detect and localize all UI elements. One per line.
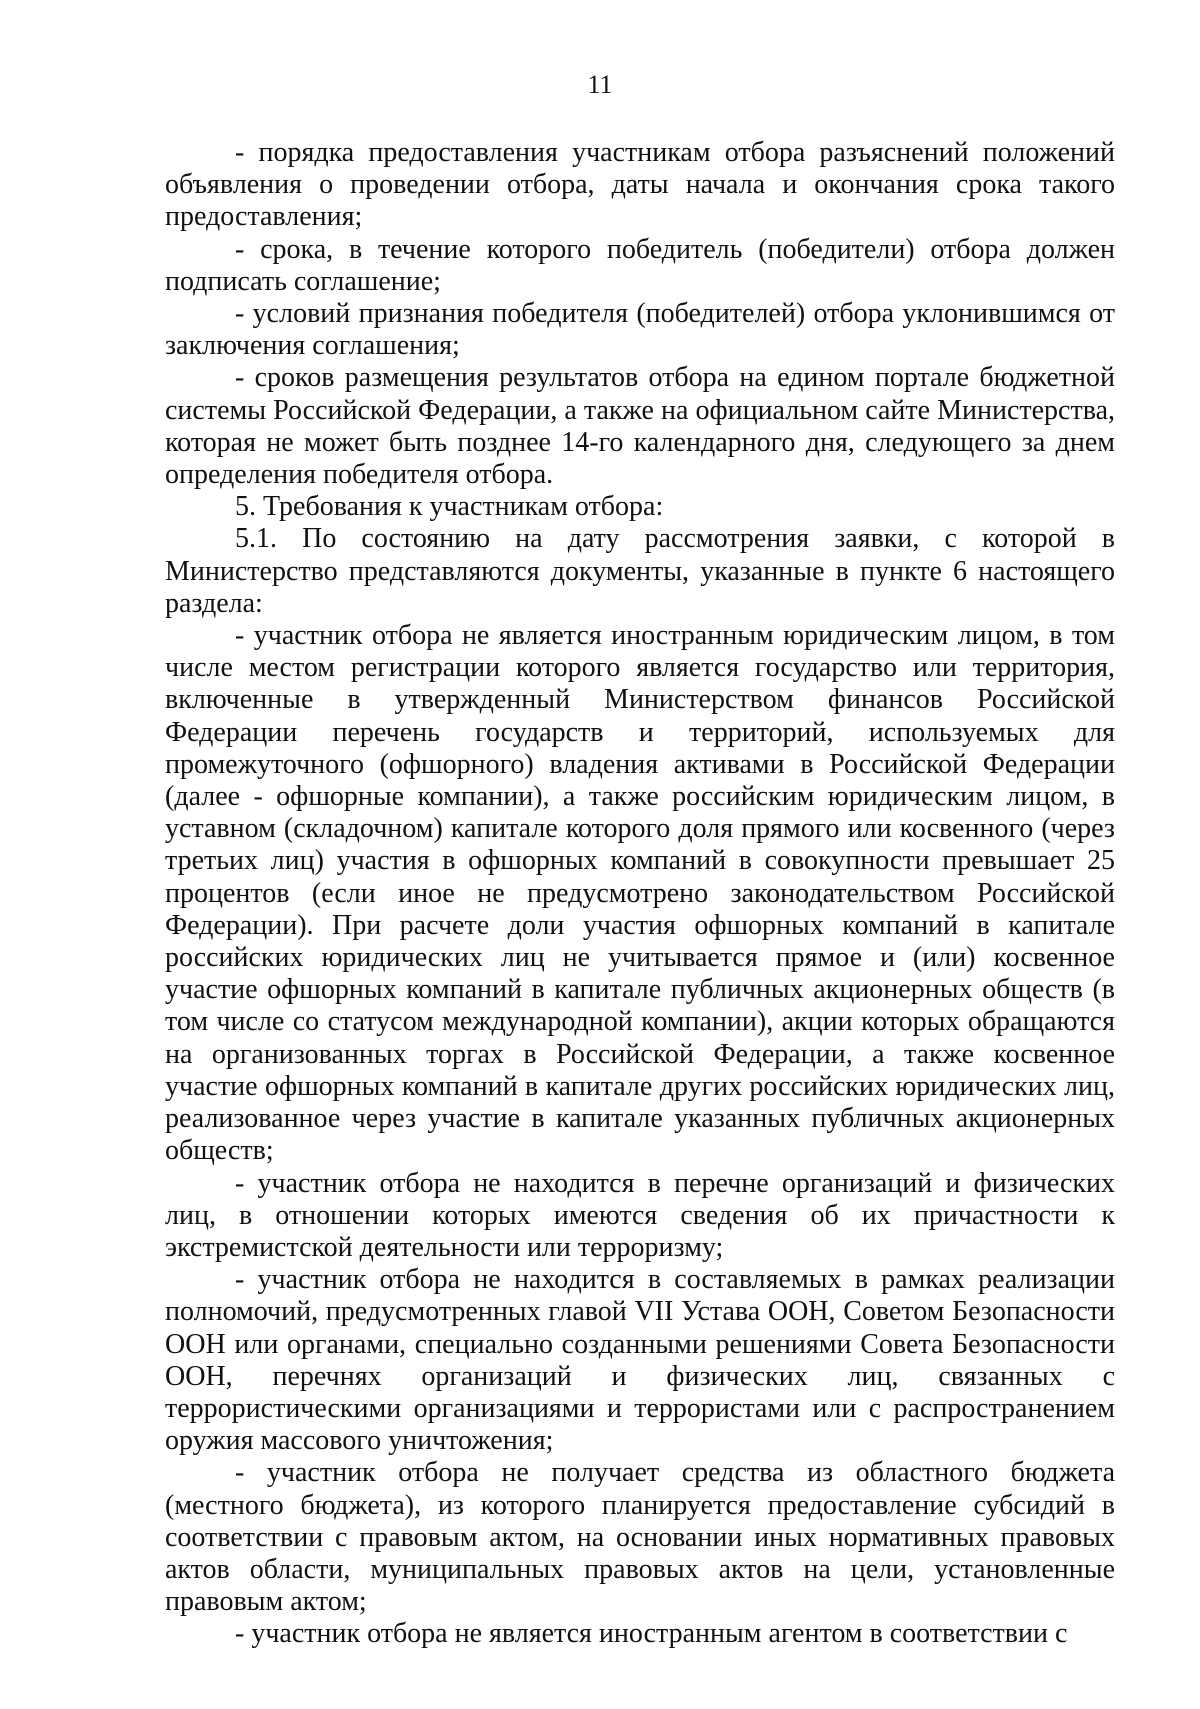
paragraph-results-publication: - сроков размещения результатов отбора на едином портале бюджетной системы Российской Федерации, а также на официальном сайте Министерства, которая не может быть позднее 14-го календарного дня, следующего за днем определения победителя отбора. — [165, 362, 1115, 491]
paragraph-un-lists: - участник отбора не находится в составляемых в рамках реализации полномочий, предусмотренных главой VII Устава ООН, Советом Безопасности ООН или органами, специально созданными решениями Совета Безопасности ООН, перечнях организаций и физических лиц, связанных с террористическими организациями и террористами или с распространением оружия массового уничтожения; — [165, 1264, 1115, 1457]
paragraph-signing-deadline: - срока, в течение которого победитель (победители) отбора должен подписать соглашение; — [165, 233, 1115, 297]
document-body — [165, 137, 1115, 1651]
page-number: 11 — [587, 70, 613, 99]
paragraph-offshore-requirement: - участник отбора не является иностранным юридическим лицом, в том числе местом регистрации которого является государство или территория, включенные в утвержденный Министерством финансов Российской Федерации перечень государств и территорий, используемых для промежуточного (офшорного) владения активами в Российской Федерации (далее - офшорные компании), а также российским юридическим лицом, в уставном (складочном) капитале которого доля прямого или косвенного (через третьих лиц) участия в офшорных компаний в совокупности превышает 25 процентов (если иное не предусмотрено законодательством Российской Федерации). При расчете доли участия офшорных компаний в капитале российских юридических лиц не учитывается прямое и (или) косвенное участие офшорных компаний в капитале публичных акционерных обществ (в том числе со статусом международной компании), акции которых обращаются на организованных торгах в Российской Федерации, а также косвенное участие офшорных компаний в капитале других российских юридических лиц, реализованное через участие в капитале указанных публичных акционерных обществ; — [165, 620, 1115, 1167]
paragraph-foreign-agent: - участник отбора не является иностранным агентом в соответствии с — [235, 1618, 1068, 1650]
paragraph-evasion-conditions: - условий признания победителя (победителей) отбора уклонившимся от заключения соглашения; — [165, 298, 1115, 362]
paragraph-extremism-list: - участник отбора не находится в перечне организаций и физических лиц, в отношении которых имеются сведения об их причастности к экстремистской деятельности или терроризму; — [165, 1167, 1115, 1263]
paragraph-clarification-procedure: - порядка предоставления участникам отбора разъяснений положений объявления о проведении отбора, даты начала и окончания срока такого предоставления; — [165, 137, 1115, 233]
paragraph-budget-funds: - участник отбора не получает средства из областного бюджета (местного бюджета), из которого планируется предоставление субсидий в соответствии с правовым актом, на основании иных нормативных правовых актов области, муниципальных правовых актов на цели, установленные правовым актом; — [165, 1457, 1115, 1618]
paragraph-section-5-heading: 5. Требования к участникам отбора: — [235, 491, 664, 523]
paragraph-section-5-1: 5.1. По состоянию на дату рассмотрения заявки, с которой в Министерство представляются документы, указанные в пункте 6 настоящего раздела: — [165, 523, 1115, 619]
